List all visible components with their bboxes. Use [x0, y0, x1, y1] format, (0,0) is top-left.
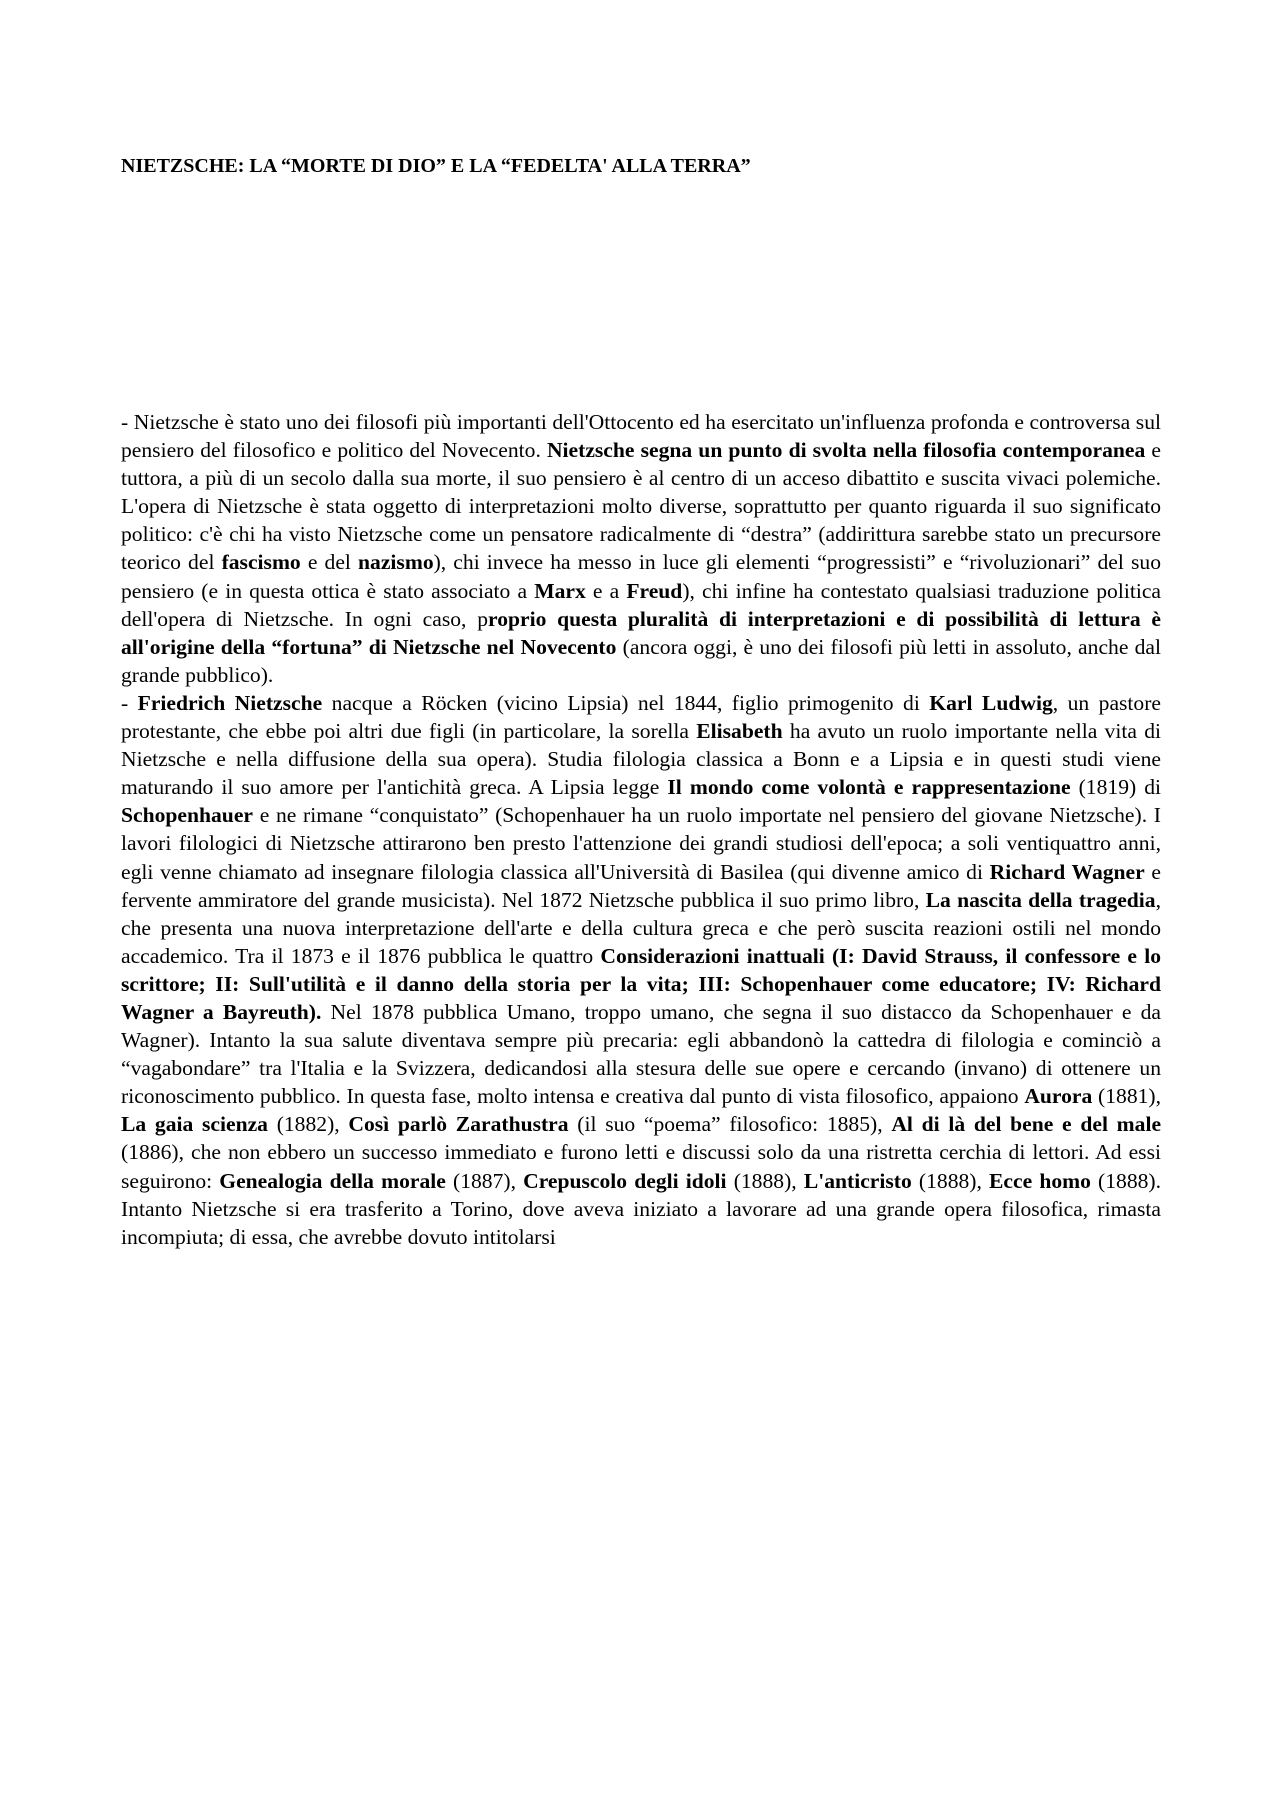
text-run: , che presenta una nuova interpretazione dell'arte e della cultura greca e che però suscita reazioni ostili nel mondo accademico. Tra il 1873 e il 1876 pubblica le quattro	[121, 887, 1162, 968]
bold-text-run: roprio questa pluralità di interpretazioni e di possibilità di lettura è all'origine della “fortuna” di Nietzsche nel Novecento	[121, 606, 1161, 659]
bold-text-run: Genealogia della morale	[219, 1168, 446, 1193]
bold-text-run: Nietzsche segna un punto di svolta nella filosofia contemporanea	[546, 438, 1146, 463]
text-run: (1888),	[911, 1168, 990, 1193]
bold-text-run: Il mondo come volontà e rappresentazione	[667, 775, 1071, 800]
document-body	[121, 408, 1161, 1251]
bold-text-run: Così parlò Zarathustra	[348, 1112, 569, 1137]
bold-text-run: Schopenhauer	[121, 803, 253, 828]
bold-text-run: Marx	[534, 578, 586, 603]
bold-text-run: Ecce homo	[989, 1168, 1091, 1193]
bold-text-run: Elisabeth	[696, 719, 783, 744]
bold-text-run: Aurora	[1024, 1084, 1093, 1109]
text-run: nacque a Röcken (vicino Lipsia) nel 1844, figlio primogenito di	[322, 690, 930, 715]
text-run: Nel 1878 pubblica Umano, troppo umano, che segna il suo distacco da Schopenhauer e da Wagner). Intanto la sua salute diventava sempre più precaria: egli abbandonò la cattedra di filologia e cominciò a “vagabondare” tra l'Italia e la Svizzera, dedicandosi alla stesura delle sue opere e cercando (invano) di ottenere un riconoscimento pubblico. In questa fase, molto intensa e creativa dal punto di vista filosofico, appaiono	[121, 999, 1161, 1109]
text-run: (1886), che non ebbero un successo immediato e furono letti e discussi solo da una ristretta cerchia di lettori. Ad essi seguirono:	[121, 1140, 1161, 1193]
text-run: (1819) di	[1070, 775, 1162, 800]
text-run: - Nietzsche è stato uno dei filosofi più importanti dell'Ottocento ed ha esercitato un'influenza profonda e controversa sul pensiero del filosofico e politico del Novecento.	[121, 410, 1161, 463]
text-run: (1881),	[1092, 1084, 1161, 1109]
text-run: (il suo “poema” filosofico: 1885),	[568, 1112, 892, 1137]
bold-text-run: Karl Ludwig	[929, 690, 1053, 715]
text-run: e fervente ammiratore del grande musicista). Nel 1872 Nietzsche pubblica il suo primo libro,	[121, 859, 1162, 912]
paragraph-biography	[121, 689, 1161, 1251]
text-run: (1888),	[726, 1168, 804, 1193]
bold-text-run: Crepuscolo degli idoli	[523, 1168, 727, 1193]
document-title: NIETZSCHE: LA “MORTE DI DIO” E LA “FEDELTA' ALLA TERRA”	[121, 155, 751, 177]
paragraph-intro	[121, 408, 1161, 689]
bold-text-run: L'anticristo	[803, 1168, 912, 1193]
bold-text-run: Friedrich Nietzsche	[137, 690, 323, 715]
text-run: e tuttora, a più di un secolo dalla sua morte, il suo pensiero è al centro di un acceso dibattito e suscita vivaci polemiche. L'opera di Nietzsche è stata oggetto di interpretazioni molto diverse, soprattutto per quanto riguarda il suo significato politico: c'è chi ha visto Nietzsche come un pensatore radicalmente di “destra” (addirittura sarebbe stato un precursore teorico del	[121, 438, 1162, 575]
text-run: (1888). Intanto Nietzsche si era trasferito a Torino, dove aveva iniziato a lavorare ad una grande opera filosofica, rimasta incompiuta; di essa, che avrebbe dovuto intitolarsi	[121, 1168, 1162, 1249]
text-run: (1887),	[445, 1168, 524, 1193]
text-run: -	[121, 690, 138, 715]
bold-text-run: La gaia scienza	[121, 1112, 268, 1137]
text-run: e a	[585, 578, 627, 603]
text-run: e del	[300, 550, 359, 575]
bold-text-run: nazismo	[358, 550, 434, 575]
bold-text-run: Freud	[626, 578, 683, 603]
bold-text-run: fascismo	[221, 550, 301, 575]
bold-text-run: Considerazioni inattuali (I: David Strauss, il confessore e lo scrittore; II: Sull'utilità e il danno della storia per la vita; III: Schopenhauer come educatore; IV: Richard Wagner a Bayreuth).	[121, 943, 1161, 1024]
text-run: , un pastore protestante, che ebbe poi altri due figli (in particolare, la sorella	[121, 690, 1162, 744]
bold-text-run: La nascita della tragedia	[925, 887, 1156, 912]
text-run: e ne rimane “conquistato” (Schopenhauer ha un ruolo importate nel pensiero del giovane Nietzsche). I lavori filologici di Nietzsche attirarono ben presto l'attenzione dei grandi studiosi dell'epoca; a soli ventiquattro anni, egli venne chiamato ad insegnare filologia classica all'Università di Basilea (qui divenne amico di	[121, 803, 1161, 884]
text-run: ), chi infine ha contestato qualsiasi traduzione politica dell'opera di Nietzsche. In ogni caso, p	[121, 578, 1161, 631]
text-run: (1882),	[267, 1112, 349, 1137]
text-run: (ancora oggi, è uno dei filosofi più letti in assoluto, anche dal grande pubblico).	[121, 634, 1161, 687]
text-run: ), chi invece ha messo in luce gli elementi “progressisti” e “rivoluzionari” del suo pensiero (e in questa ottica è stato associato a	[121, 550, 1161, 603]
bold-text-run: Richard Wagner	[989, 859, 1145, 884]
bold-text-run: Al di là del bene e del male	[891, 1112, 1162, 1137]
text-run: ha avuto un ruolo importante nella vita di Nietzsche e nella diffusione della sua opera). Studia filologia classica a Bonn e a Lipsia e in questi studi viene maturando il suo amore per l'antichità greca. A Lipsia legge	[121, 719, 1162, 800]
